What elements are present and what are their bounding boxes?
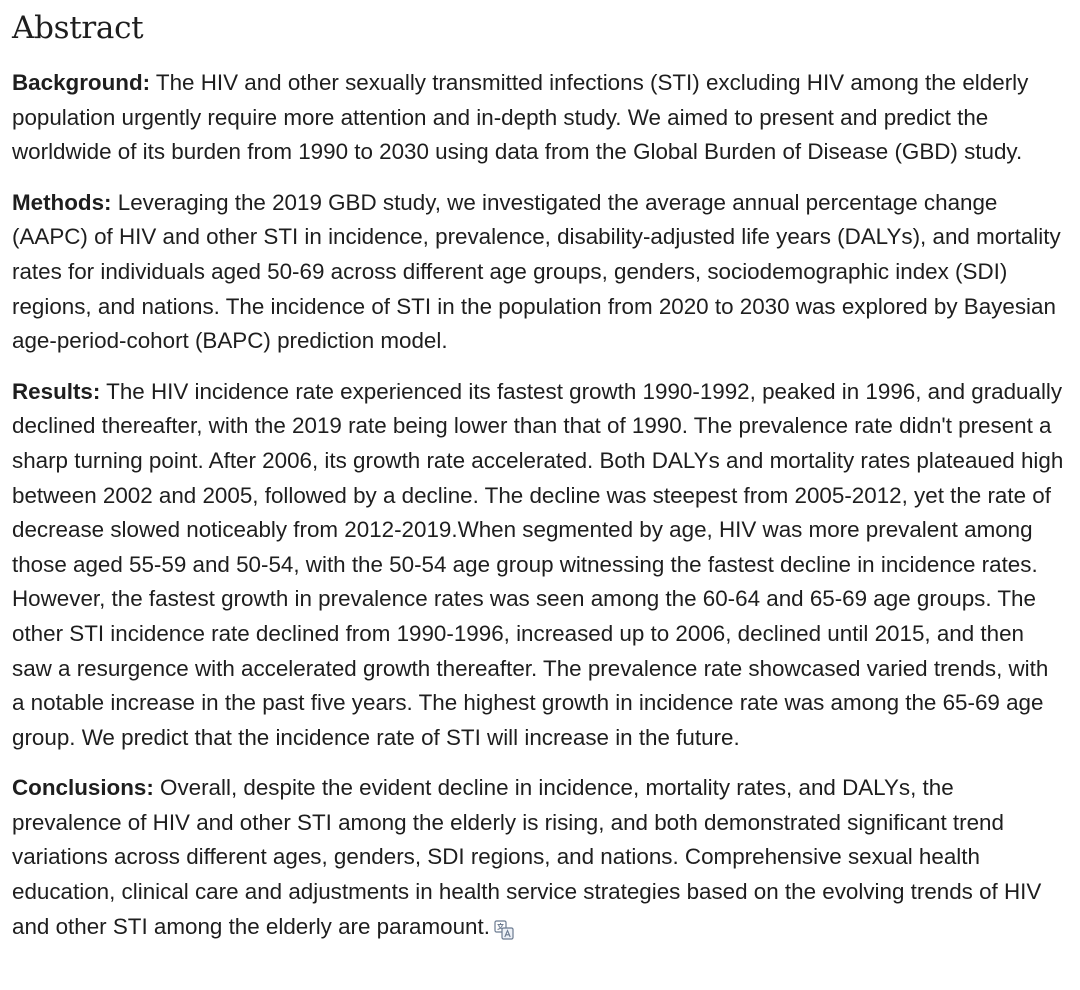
conclusions-text: Overall, despite the evident decline in incidence, mortality rates, and DALYs, the prevalence of HIV and other STI among the elderly is rising, and both demonstrated significant trend variations across different ages, genders, SDI regions, and nations. Comprehensive sexual health education, clinical care and adjustments in health service strategies based on the evolving trends of HIV and other STI among the elderly are paramount. (12, 775, 1042, 939)
background-label: Background: (12, 70, 151, 95)
results-section (12, 375, 1066, 756)
abstract-heading: Abstract (12, 10, 144, 46)
background-text: The HIV and other sexually transmitted infections (STI) excluding HIV among the elderly population urgently require more attention and in-depth study. We aimed to present and predict the worldwide of its burden from 1990 to 2030 using data from the Global Burden of Disease (GBD) study. (12, 70, 1029, 165)
conclusions-section (12, 771, 1066, 944)
results-label: Results: (12, 378, 101, 404)
conclusions-label: Conclusions: (12, 775, 154, 801)
methods-text: Leveraging the 2019 GBD study, we investigated the average annual percentage change (AAPC) of HIV and other STI in incidence, prevalence, disability-adjusted life years (DALYs), and mortality rates for individuals aged 50-69 across different age groups, genders, sociodemographic index (SDI) regions, and nations. The incidence of STI in the population from 2020 to 2030 was explored by Bayesian age-period-cohort (BAPC) prediction model. (12, 189, 1061, 354)
background-section (12, 66, 1066, 170)
translate-icon[interactable] (494, 916, 514, 936)
methods-label: Methods: (12, 189, 112, 215)
results-text: The HIV incidence rate experienced its fastest growth 1990-1992, peaked in 1996, and gradually declined thereafter, with the 2019 rate being lower than that of 1990. The prevalence rate didn't present a sharp turning point. After 2006, its growth rate accelerated. Both DALYs and mortality rates plateaued high between 2002 and 2005, followed by a decline. The decline was steepest from 2005-2012, yet the rate of decrease slowed noticeably from 2012-2019.When segmented by age, HIV was more prevalent among those aged 55-59 and 50-54, with the 50-54 age group witnessing the fastest decline in incidence rates. However, the fastest growth in prevalence rates was seen among the 60-64 and 65-69 age groups. The other STI incidence rate declined from 1990-1996, increased up to 2006, declined until 2015, and then saw a resurgence with accelerated growth thereafter. The prevalence rate showcased varied trends, with a notable increase in the past five years. The highest growth in incidence rate was among the 65-69 age group. We predict that the incidence rate of STI will increase in the future. (12, 378, 1064, 750)
methods-section (12, 186, 1066, 359)
